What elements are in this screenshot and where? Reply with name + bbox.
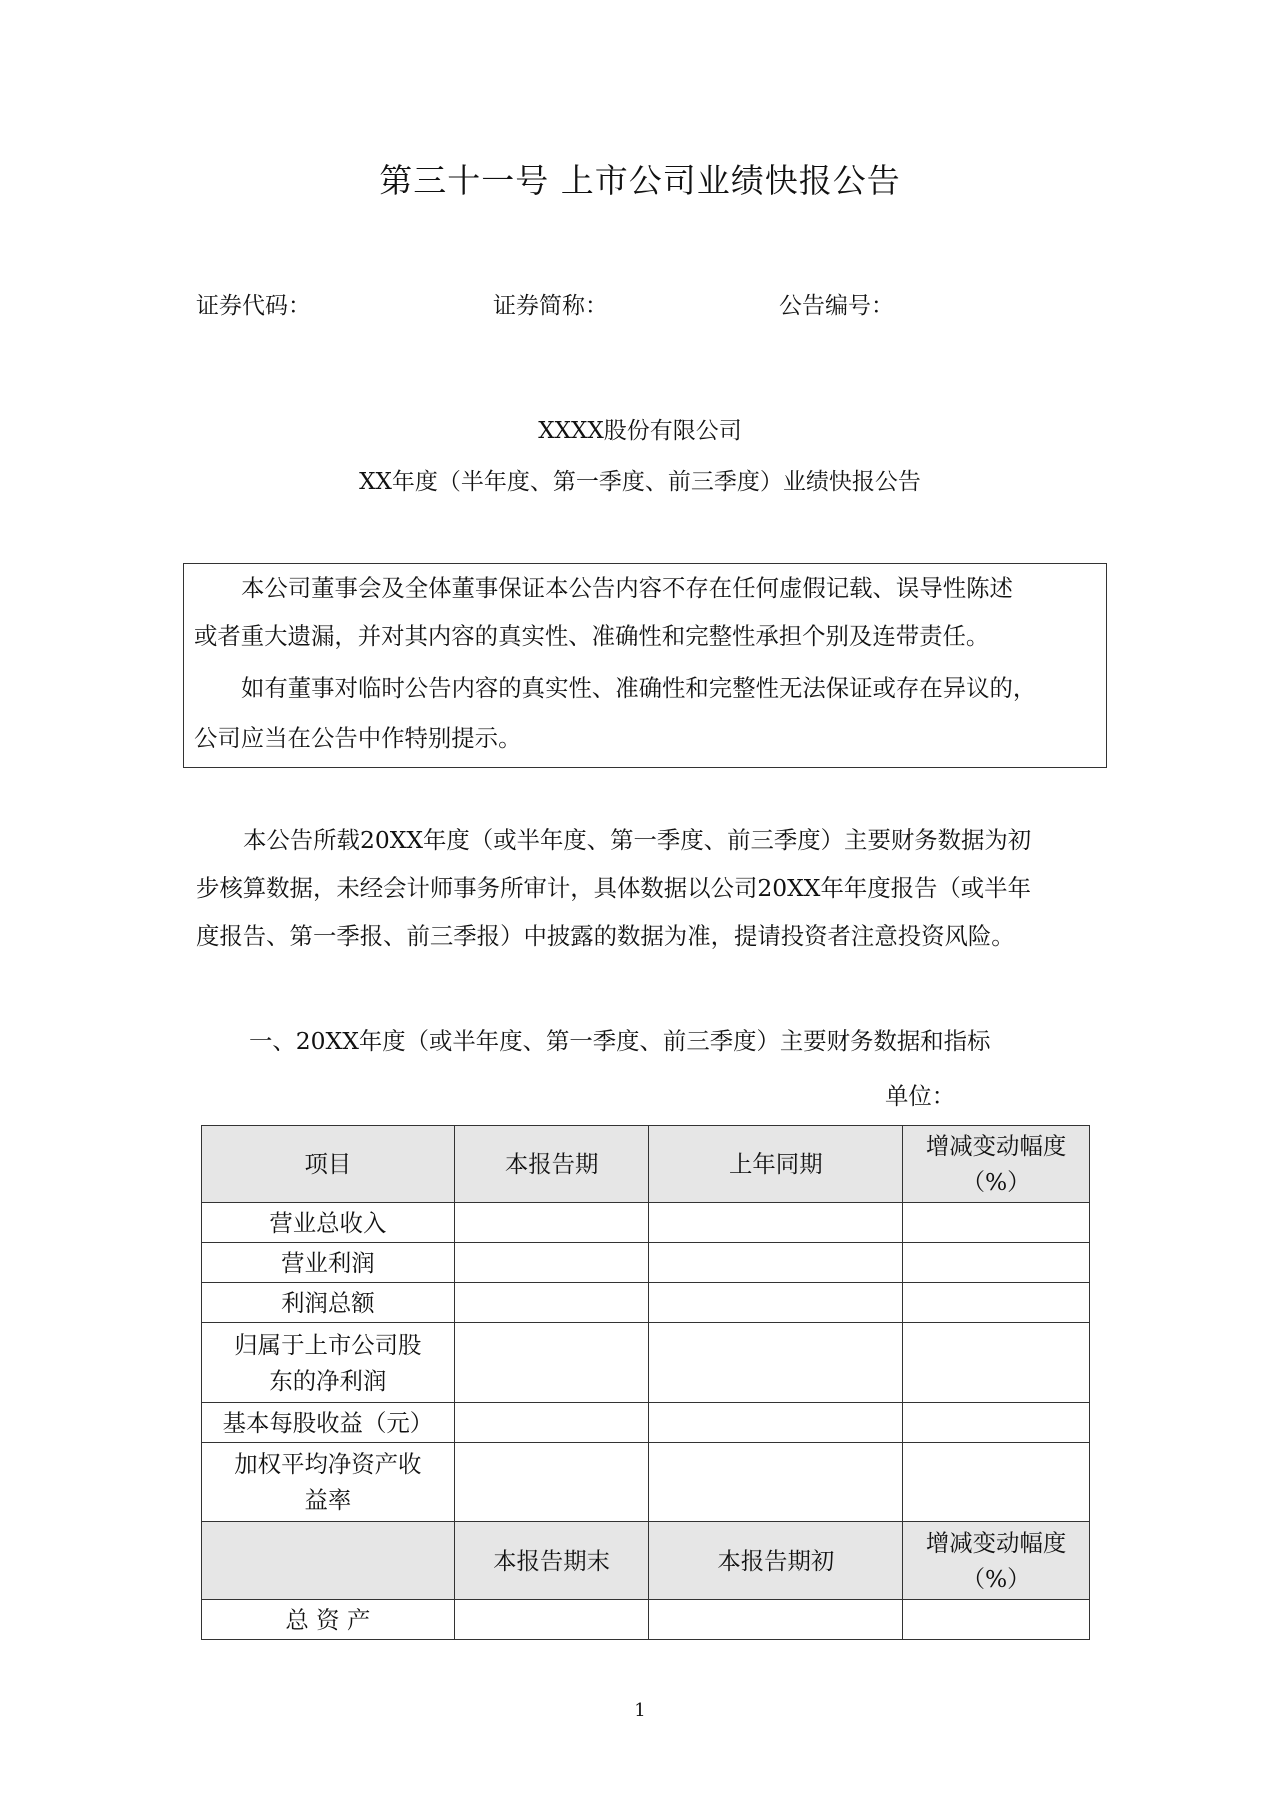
header-current-period: 本报告期	[454, 1126, 649, 1203]
table-row	[202, 1600, 1090, 1640]
table-row	[202, 1403, 1090, 1443]
table-row	[202, 1443, 1090, 1522]
row-label-line-1: 加权平均净资产收	[234, 1450, 422, 1478]
table-cell	[454, 1323, 649, 1403]
table-cell	[903, 1323, 1090, 1403]
body-line-1: 本公告所载20XX年度（或半年度、第一季度、前三季度）主要财务数据为初	[243, 826, 1032, 854]
row-label: 营业总收入	[202, 1203, 455, 1243]
table-cell	[649, 1243, 903, 1283]
security-abbr-label: 证券简称：	[493, 293, 608, 319]
table-cell	[649, 1600, 903, 1640]
header-prior-period: 上年同期	[649, 1126, 903, 1203]
subheader-change-line-1: 增减变动幅度	[925, 1528, 1067, 1557]
page-title: 第三十一号 上市公司业绩快报公告	[379, 161, 901, 200]
subheader-change-line-2: （%）	[961, 1564, 1031, 1593]
table-cell	[454, 1243, 649, 1283]
table-cell	[903, 1243, 1090, 1283]
body-line-2: 步核算数据，未经会计师事务所审计，具体数据以公司20XX年年度报告（或半年	[196, 874, 1031, 902]
disclaimer-line-4: 公司应当在公告中作特别提示。	[194, 724, 522, 752]
row-label: 总 资 产	[202, 1600, 455, 1640]
page-number: 1	[634, 1700, 646, 1721]
header-change-line-1: 增减变动幅度	[925, 1132, 1067, 1160]
body-line-3: 度报告、第一季报、前三季报）中披露的数据为准，提请投资者注意投资风险。	[196, 922, 1015, 950]
disclaimer-line-3: 如有董事对临时公告内容的真实性、准确性和完整性无法保证或存在异议的，	[241, 674, 1037, 702]
table-cell	[454, 1203, 649, 1243]
section-heading: 一、20XX年度（或半年度、第一季度、前三季度）主要财务数据和指标	[249, 1027, 991, 1055]
security-code-label: 证券代码：	[196, 293, 311, 319]
header-item: 项目	[202, 1126, 455, 1203]
table-cell	[454, 1283, 649, 1323]
disclaimer-line-2: 或者重大遗漏，并对其内容的真实性、准确性和完整性承担个别及连带责任。	[194, 622, 990, 650]
row-label	[202, 1443, 455, 1522]
table-cell	[649, 1323, 903, 1403]
table-subheader-row	[202, 1522, 1090, 1600]
table-cell	[903, 1600, 1090, 1640]
financial-table	[201, 1125, 1090, 1640]
disclaimer-box	[183, 563, 1107, 768]
header-change-line-2: （%）	[961, 1168, 1031, 1196]
table-cell	[649, 1283, 903, 1323]
header-change-pct	[903, 1126, 1090, 1203]
table-row	[202, 1243, 1090, 1283]
row-label-line-1: 归属于上市公司股	[234, 1330, 422, 1359]
table-row	[202, 1323, 1090, 1403]
table-cell	[649, 1443, 903, 1522]
subheader-period-begin: 本报告期初	[649, 1522, 903, 1600]
table-cell	[454, 1403, 649, 1443]
disclaimer-line-1: 本公司董事会及全体董事保证本公告内容不存在任何虚假记载、误导性陈述	[241, 574, 1013, 602]
row-label	[202, 1323, 455, 1403]
table-cell	[454, 1443, 649, 1522]
subheader-change-pct	[903, 1522, 1090, 1600]
subheader-item	[202, 1522, 455, 1600]
row-label: 利润总额	[202, 1283, 455, 1323]
unit-label: 单位：	[885, 1082, 956, 1110]
company-name: XXXX股份有限公司	[538, 418, 742, 444]
row-label-line-2: 益率	[304, 1486, 352, 1514]
row-label: 营业利润	[202, 1243, 455, 1283]
subheader-period-end: 本报告期末	[454, 1522, 649, 1600]
row-label-line-2: 东的净利润	[269, 1366, 387, 1395]
table-cell	[649, 1403, 903, 1443]
table-cell	[649, 1203, 903, 1243]
table-cell	[903, 1203, 1090, 1243]
table-row	[202, 1203, 1090, 1243]
announcement-no-label: 公告编号：	[779, 293, 894, 319]
table-cell	[454, 1600, 649, 1640]
table-cell	[903, 1443, 1090, 1522]
table-header-row	[202, 1126, 1090, 1203]
row-label: 基本每股收益（元）	[202, 1403, 455, 1443]
table-row	[202, 1283, 1090, 1323]
table-cell	[903, 1403, 1090, 1443]
table-cell	[903, 1283, 1090, 1323]
report-title: XX年度（半年度、第一季度、前三季度）业绩快报公告	[359, 469, 921, 495]
